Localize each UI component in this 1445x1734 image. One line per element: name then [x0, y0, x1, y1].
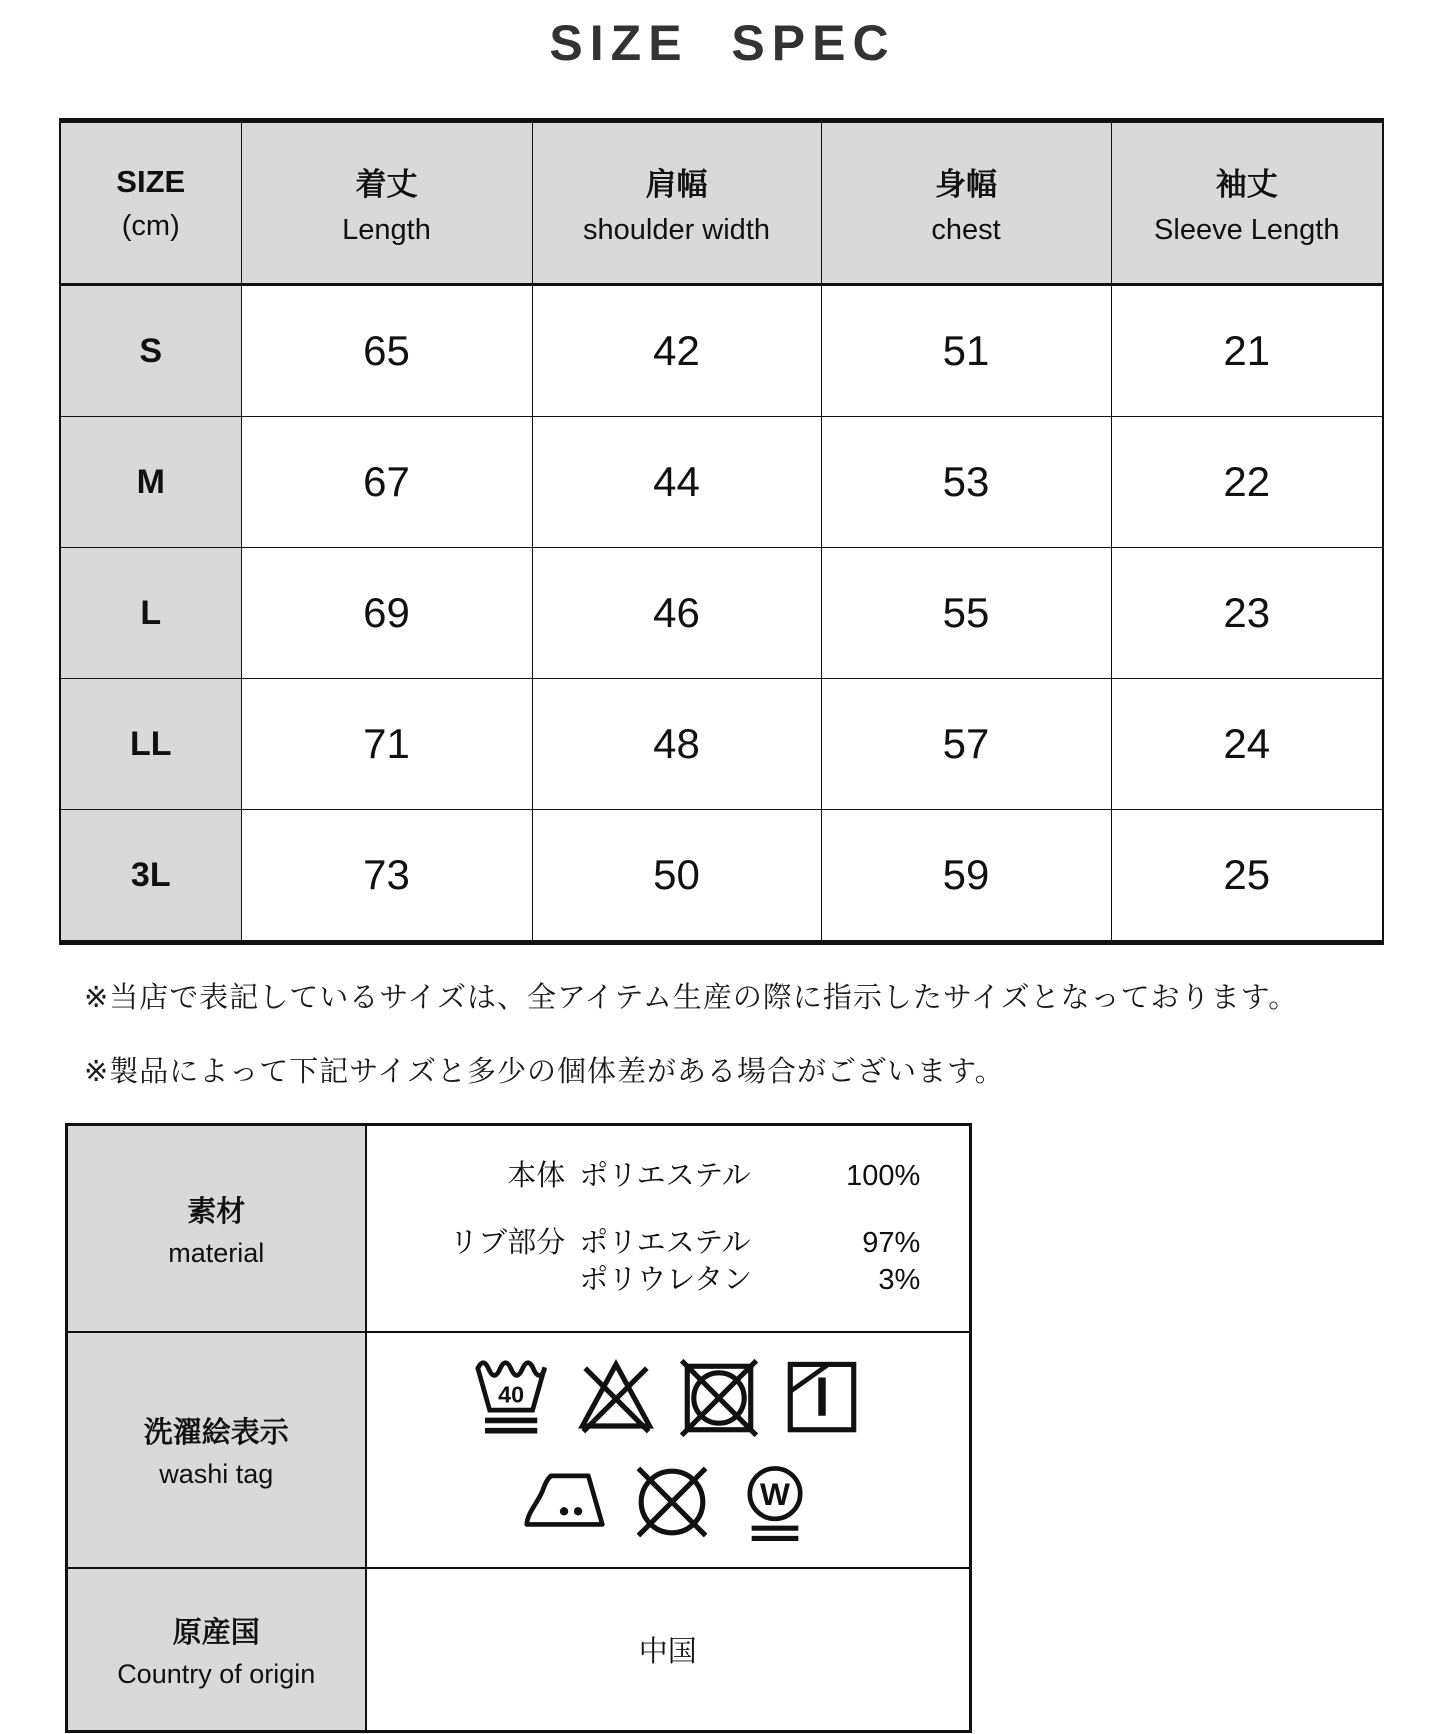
care-symbols — [367, 1333, 970, 1567]
column-header-size-unit: (cm) — [121, 209, 180, 242]
wash-40-very-gentle-icon — [471, 1356, 555, 1440]
column-header-length: 着丈 Length — [241, 121, 532, 285]
cell-s-shoulder: 42 — [532, 285, 821, 417]
column-header-sleeve-length: 袖丈 Sleeve Length — [1111, 121, 1383, 285]
material-row-label: 素材 material — [67, 1125, 366, 1333]
note-line-1: ※当店で表記しているサイズは、全アイテム生産の際に指示したサイズとなっております。 — [84, 982, 1299, 1014]
cell-m-sleeve: 22 — [1111, 417, 1383, 548]
material-row-value — [366, 1125, 971, 1333]
cell-l-chest: 55 — [821, 548, 1111, 679]
table-row-size-s — [60, 285, 1383, 417]
size-spec-table — [59, 118, 1384, 945]
do-not-bleach-icon — [574, 1356, 658, 1440]
cell-ll-shoulder: 48 — [532, 679, 821, 810]
material-fiber-rib-1: ポリエステル — [579, 1227, 751, 1259]
line-dry-in-shade-icon — [780, 1356, 864, 1440]
material-pct-rib-2: 3% — [878, 1264, 921, 1296]
note-line-2: ※製品によって下記サイズと多少の個体差がある場合がございます。 — [84, 1056, 1005, 1088]
cell-3l-sleeve: 25 — [1111, 810, 1383, 943]
cell-3l-length: 73 — [241, 810, 532, 943]
row-label-3l: 3L — [60, 810, 241, 943]
table-row-size-3l — [60, 810, 1383, 943]
origin-row-value: 中国 — [366, 1568, 971, 1732]
size-notes — [84, 975, 1445, 1090]
cell-l-shoulder: 46 — [532, 548, 821, 679]
row-label-m: M — [60, 417, 241, 548]
material-part-rib: リブ部分 — [449, 1227, 566, 1259]
cell-ll-length: 71 — [241, 679, 532, 810]
material-fiber-rib-2: ポリウレタン — [579, 1264, 753, 1296]
origin-row-label: 原産国 Country of origin — [67, 1568, 366, 1732]
cell-m-chest: 53 — [821, 417, 1111, 548]
cell-ll-sleeve: 24 — [1111, 679, 1383, 810]
material-pct-rib-1: 97% — [862, 1227, 921, 1259]
row-label-ll: LL — [60, 679, 241, 810]
cell-m-shoulder: 44 — [532, 417, 821, 548]
material-part-body: 本体 — [507, 1160, 566, 1192]
cell-s-chest: 51 — [821, 285, 1111, 417]
page-title: SIZE SPEC — [549, 15, 896, 71]
care-symbols-row-1 — [471, 1356, 864, 1440]
material-pct-body: 100% — [846, 1160, 921, 1192]
column-header-size — [60, 121, 241, 285]
svg-text:40: 40 — [498, 1381, 525, 1408]
row-label-l: L — [60, 548, 241, 679]
material-composition — [367, 1158, 970, 1299]
table-row-size-m — [60, 417, 1383, 548]
do-not-dryclean-icon — [630, 1460, 714, 1544]
column-header-chest: 身幅 chest — [821, 121, 1111, 285]
row-label-s: S — [60, 285, 241, 417]
svg-text:W: W — [759, 1475, 790, 1512]
column-header-shoulder-width: 肩幅 shoulder width — [532, 121, 821, 285]
cell-l-sleeve: 23 — [1111, 548, 1383, 679]
material-row — [67, 1125, 971, 1333]
cell-s-length: 65 — [241, 285, 532, 417]
table-row-size-ll — [60, 679, 1383, 810]
size-table-header-row — [60, 121, 1383, 285]
material-fiber-body: ポリエステル — [579, 1160, 751, 1192]
care-symbols-row-2 — [519, 1460, 817, 1544]
cell-l-length: 69 — [241, 548, 532, 679]
table-row-size-l — [60, 548, 1383, 679]
cell-3l-shoulder: 50 — [532, 810, 821, 943]
do-not-tumble-dry-icon — [677, 1356, 761, 1440]
material-care-table — [65, 1123, 972, 1733]
iron-medium-heat-icon — [519, 1460, 611, 1544]
care-row-value — [366, 1332, 971, 1568]
care-row-label: 洗濯絵表示 washi tag — [67, 1332, 366, 1568]
column-header-size-label: SIZE — [116, 163, 186, 199]
cell-3l-chest: 59 — [821, 810, 1111, 943]
cell-s-sleeve: 21 — [1111, 285, 1383, 417]
cell-ll-chest: 57 — [821, 679, 1111, 810]
cell-m-length: 67 — [241, 417, 532, 548]
origin-row — [67, 1568, 971, 1732]
care-row — [67, 1332, 971, 1568]
wet-clean-very-gentle-icon — [733, 1460, 817, 1544]
